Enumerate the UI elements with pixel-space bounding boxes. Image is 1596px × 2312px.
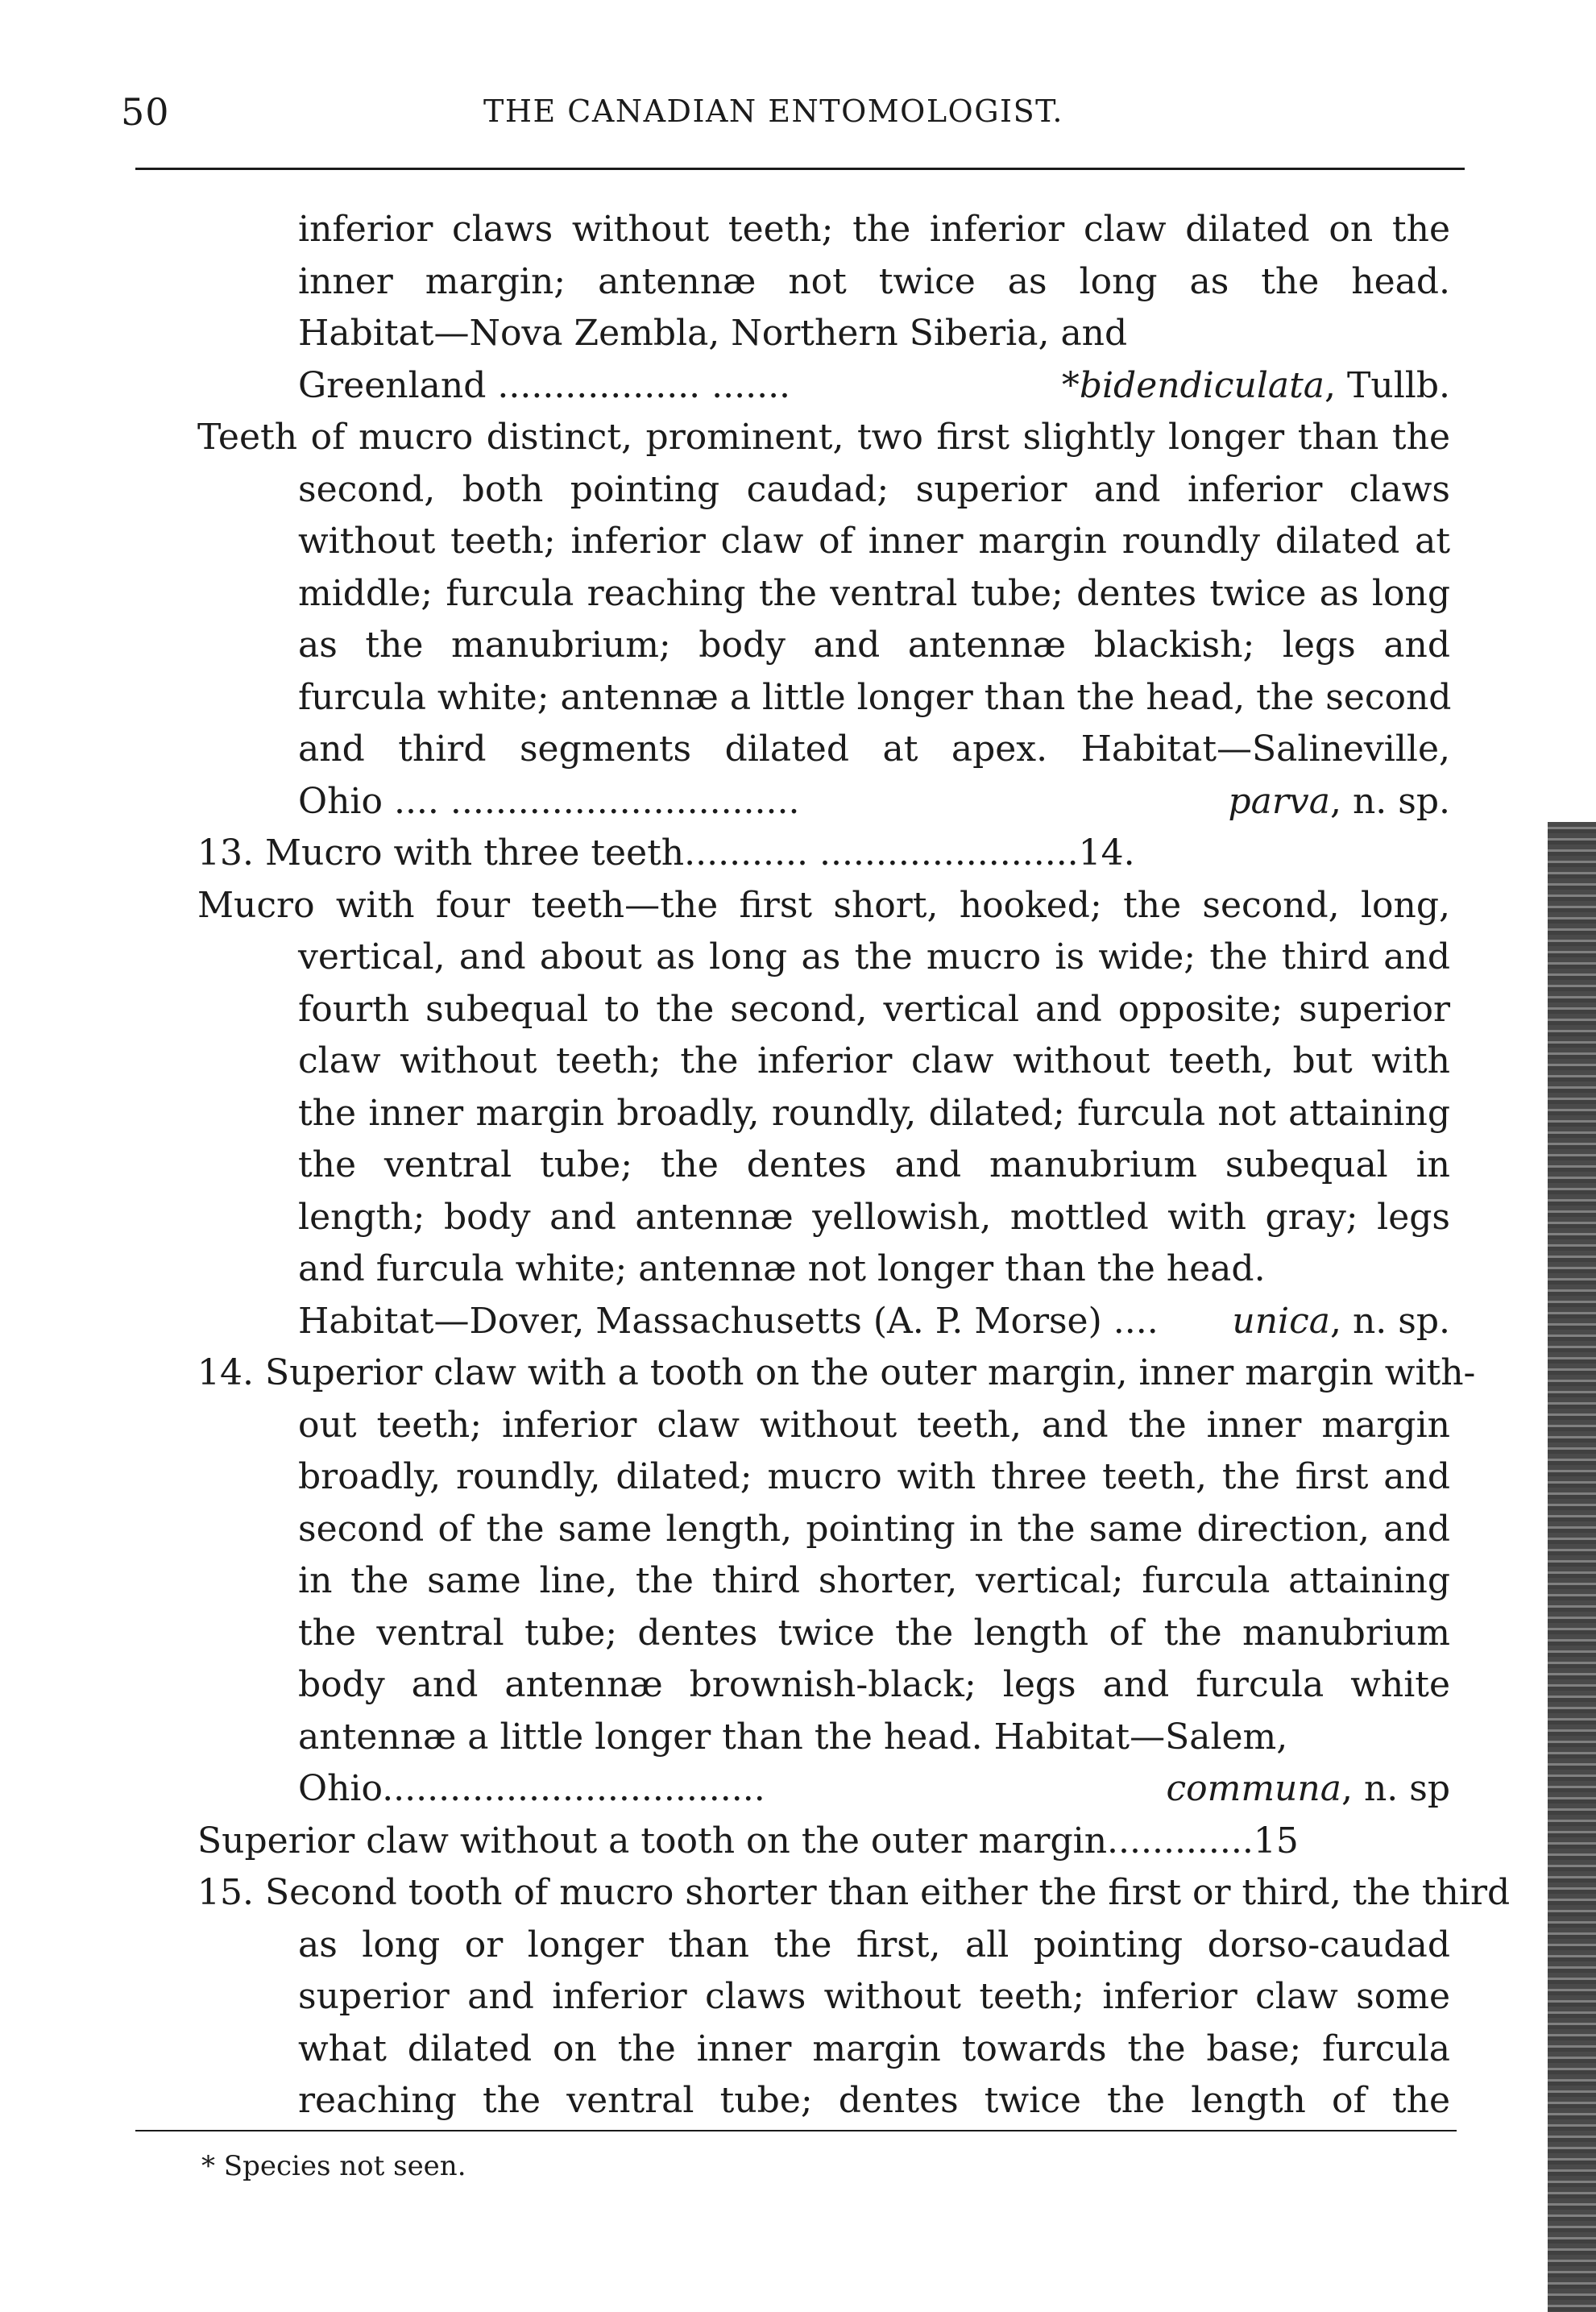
- text-line: length; body and antennæ yellowish, mottled with gray; legs: [298, 1196, 1450, 1238]
- text-line: inferior claws without teeth; the inferior claw dilated on the: [298, 209, 1450, 250]
- text-line: as the manubrium; body and antennæ blackish; legs and: [298, 625, 1450, 666]
- page-edge-shadow: [1548, 822, 1596, 2312]
- text-line: fourth subequal to the second, vertical and opposite; superior: [298, 988, 1450, 1030]
- text-line: what dilated on the inner margin towards the base; furcula: [298, 2028, 1450, 2069]
- text-line: Mucro with four teeth—the first short, hooked; the second, long,: [197, 884, 1450, 926]
- footnote: * Species not seen.: [201, 2150, 466, 2182]
- text-line: the ventral tube; the dentes and manubrium subequal in: [298, 1144, 1450, 1185]
- text-line: second, both pointing caudad; superior and inferior claws: [298, 468, 1450, 510]
- text-line: Ohio .... ............................... parva, n. sp.: [298, 780, 1450, 822]
- text-line: out teeth; inferior claw without teeth, and the inner margin: [298, 1404, 1450, 1446]
- text-line: and third segments dilated at apex. Habitat—Salineville,: [298, 728, 1450, 770]
- text-line: in the same line, the third shorter, vertical; furcula attaining: [298, 1560, 1450, 1601]
- text-line: reaching the ventral tube; dentes twice the length of the: [298, 2080, 1450, 2121]
- text-line: 13. Mucro with three teeth........... .......................14.: [197, 832, 1135, 874]
- header-rule: [135, 168, 1465, 170]
- text-line: Habitat—Nova Zembla, Northern Siberia, and: [298, 313, 1128, 354]
- text-line: and furcula white; antennæ not longer than the head.: [298, 1248, 1266, 1289]
- text-line: Greenland .................. ....... *bidendiculata, Tullb.: [298, 364, 1450, 406]
- text-line: superior and inferior claws without teeth; inferior claw some: [298, 1976, 1450, 2017]
- text-line: claw without teeth; the inferior claw without teeth, but with: [298, 1040, 1450, 1081]
- page-number: 50: [121, 90, 170, 134]
- text-line: 15. Second tooth of mucro shorter than either the first or third, the third: [197, 1872, 1511, 1913]
- text-line: middle; furcula reaching the ventral tube; dentes twice as long: [298, 572, 1450, 614]
- text-line: Habitat—Dover, Massachusetts (A. P. Morse) .... unica, n. sp.: [298, 1300, 1450, 1342]
- text-line: the inner margin broadly, roundly, dilated; furcula not attaining: [298, 1092, 1450, 1134]
- text-line: furcula white; antennæ a little longer than the head, the second: [298, 676, 1452, 718]
- text-line: 14. Superior claw with a tooth on the outer margin, inner margin with-: [197, 1352, 1476, 1393]
- text-line: broadly, roundly, dilated; mucro with three teeth, the first and: [298, 1456, 1450, 1497]
- text-line: body and antennæ brownish-black; legs and furcula white: [298, 1664, 1450, 1705]
- text-line: inner margin; antennæ not twice as long as the head.: [298, 260, 1450, 302]
- text-line: antennæ a little longer than the head. Habitat—Salem,: [298, 1716, 1288, 1758]
- text-line: as long or longer than the first, all pointing dorso-caudad: [298, 1924, 1450, 1965]
- text-line: vertical, and about as long as the mucro is wide; the third and: [298, 936, 1450, 978]
- text-line: Teeth of mucro distinct, prominent, two first slightly longer than the: [197, 417, 1450, 458]
- text-line: without teeth; inferior claw of inner margin roundly dilated at: [298, 521, 1450, 562]
- text-line: second of the same length, pointing in the same direction, and: [298, 1508, 1450, 1550]
- footnote-rule: [135, 2130, 1457, 2131]
- text-line: Ohio.................................. communa, n. sp: [298, 1768, 1450, 1809]
- text-line: the ventral tube; dentes twice the length of the manubrium: [298, 1612, 1450, 1654]
- running-head: THE CANADIAN ENTOMOLOGIST.: [483, 93, 1063, 129]
- text-line: Superior claw without a tooth on the outer margin.............15: [197, 1820, 1299, 1862]
